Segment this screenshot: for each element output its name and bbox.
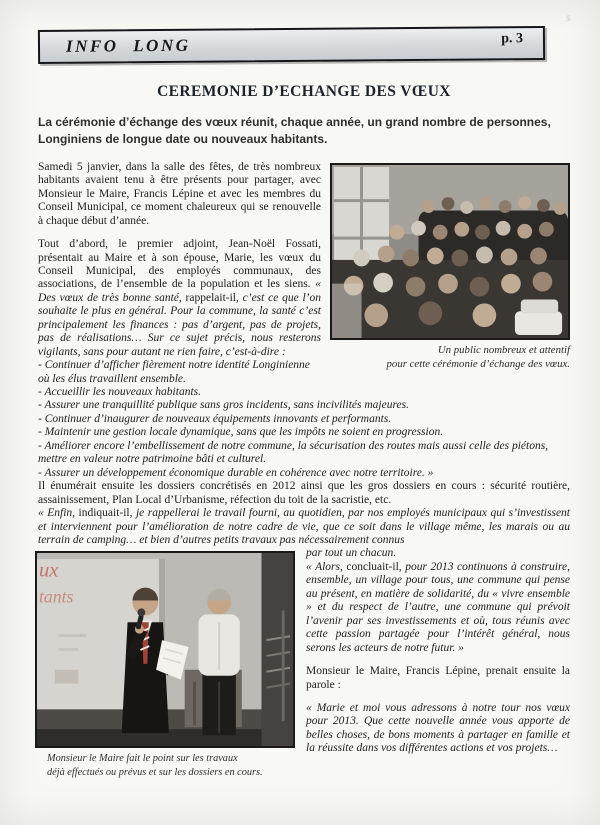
caption-line: Un public nombreux et attentif — [437, 343, 570, 356]
article-body — [38, 160, 570, 778]
crowd-photo — [330, 163, 570, 340]
caption-line: pour cette cérémonie d’échange des vœux. — [386, 357, 570, 370]
paragraph-4-continuation: par tout un chacun. — [306, 547, 397, 560]
crowd-photo-illustration — [332, 165, 568, 338]
paragraph-2-attribution: rappelait-il, — [185, 291, 243, 304]
crowd-photo-caption — [330, 344, 570, 372]
page-number: p. 3 — [501, 31, 524, 47]
list-item: - Continuer d’inaugurer de nouveaux équipements innovants et performants. — [38, 412, 392, 425]
paragraph-5-quote: « Alors, — [306, 560, 347, 573]
header-title: INFO LONG — [65, 35, 191, 56]
wishes-list — [38, 359, 570, 480]
article-intro: La cérémonie d’échange des vœux réunit, chaque année, un grand nombre de personnes, Longiniens de longue date ou nouveaux habitants. — [38, 115, 551, 147]
crowd-photo-figure — [330, 163, 570, 372]
list-item: - Continuer d’afficher fièrement notre identité Longinienne où les élus travaillent ensemble. — [38, 359, 310, 385]
mayor-photo-illustration — [37, 553, 293, 746]
caption-line: Monsieur le Maire fait le point sur les travaux — [47, 753, 238, 765]
paragraph-5-quote-continued: pour 2013 continuons à construire, ensemble, un village pour tous, une commune qui pense au présent, en matière de solidarité, du « vivre ensemble » et du respect de l’autre, une commune qui prévoit l’avenir par ses investissements et où, tous réunis avec cette passion partagée pour l’intérêt général, nous serons les acteurs de notre futur. » — [306, 560, 570, 654]
scan-artifact: s — [566, 10, 571, 24]
paragraph-4-attribution: indiquait-il, — [78, 507, 136, 520]
list-item: - Assurer une tranquillité publique sans gros incidents, sans incivilités majeures. — [38, 399, 409, 412]
paragraph-6: Monsieur le Maire, Francis Lépine, prenait ensuite la parole : — [306, 665, 570, 691]
mayor-photo — [35, 551, 295, 748]
list-item: - Assurer un développement économique durable en cohérence avec notre territoire. » — [38, 466, 434, 479]
list-item: - Accueillir les nouveaux habitants. — [38, 386, 201, 399]
paragraph-1: Samedi 5 janvier, dans la salle des fêtes, de très nombreux habitants avaient tenu à être présents pour partager, avec Monsieur le Maire, Francis Lépine et avec les membres du Conseil Municipal, ce moment chaleureux qui se renouvelle à chaque début d’année. — [38, 160, 321, 227]
list-item: - Améliorer encore l’embellissement de notre commune, la sécurisation des routes mais aussi celle des piétons, mettre en valeur notre patrimoine bâti et culturel. — [38, 439, 549, 466]
paragraph-4 — [38, 507, 570, 547]
paragraph-4-quote-continued: je rappellerai le travail fourni, au quotidien, par nos employés municipaux qui s’investissent et interviennent pour l’amélioration de notre cadre de vie, que ce soit dans le village même, les marais ou au terrain de camping… et bien d’autres petits travaux pas nécessairement connus — [38, 507, 570, 547]
page-header-bar — [38, 26, 545, 64]
paragraph-3: Il énumérait ensuite les dossiers concrétisés en 2012 ainsi que les gros dossiers en cours : sécurité routière, assainissement, Plan Local d’Urbanisme, réfection du toit de la sacristie, etc. — [38, 480, 570, 506]
screen-text-1: ux — [38, 560, 59, 583]
mayor-photo-caption — [35, 752, 295, 779]
screen-text-2: tants — [38, 586, 74, 607]
paragraph-4-quote: « Enfin, — [38, 507, 79, 520]
bottom-section — [38, 547, 570, 778]
paragraph-7: « Marie et moi vous adressons à notre tour nos vœux pour 2013. Que cette nouvelle année vous apporte de belles choses, de bons moments à partager en famille et la réussite dans vos différentes actions et vos projets… — [306, 702, 570, 755]
paragraph-2-quote-continued: c’est ce que l’on souhaite le plus en général. Pour la commune, la santé c’est principalement les finances : pas d’argent, pas de projets, pas de réalisations… Sur ce sujet précis, nous resterons vigilants, sans pour autant ne rien faire, c’est-à-dire : — [38, 291, 322, 358]
caption-line: déjà effectués ou prévus et sur les dossiers en cours. — [47, 766, 263, 778]
paragraph-2-text: Tout d’abord, le premier adjoint, Jean-Noël Fossati, présentait au Maire et à son épouse, Marie, les vœux du Conseil Municipal, des employés communaux, des associations, de l’ensemble de la population et les siens. — [38, 238, 321, 291]
paragraph-5-attribution: concluait-il, — [346, 560, 406, 573]
mayor-photo-figure — [35, 551, 295, 779]
list-item: - Maintenir une gestion locale dynamique, sans que les impôts ne soient en progression. — [38, 426, 444, 439]
article-title: CEREMONIE D’ECHANGE DES VŒUX — [157, 83, 451, 100]
paragraph-2-quote: « Des vœux de très bonne santé, — [38, 278, 321, 304]
